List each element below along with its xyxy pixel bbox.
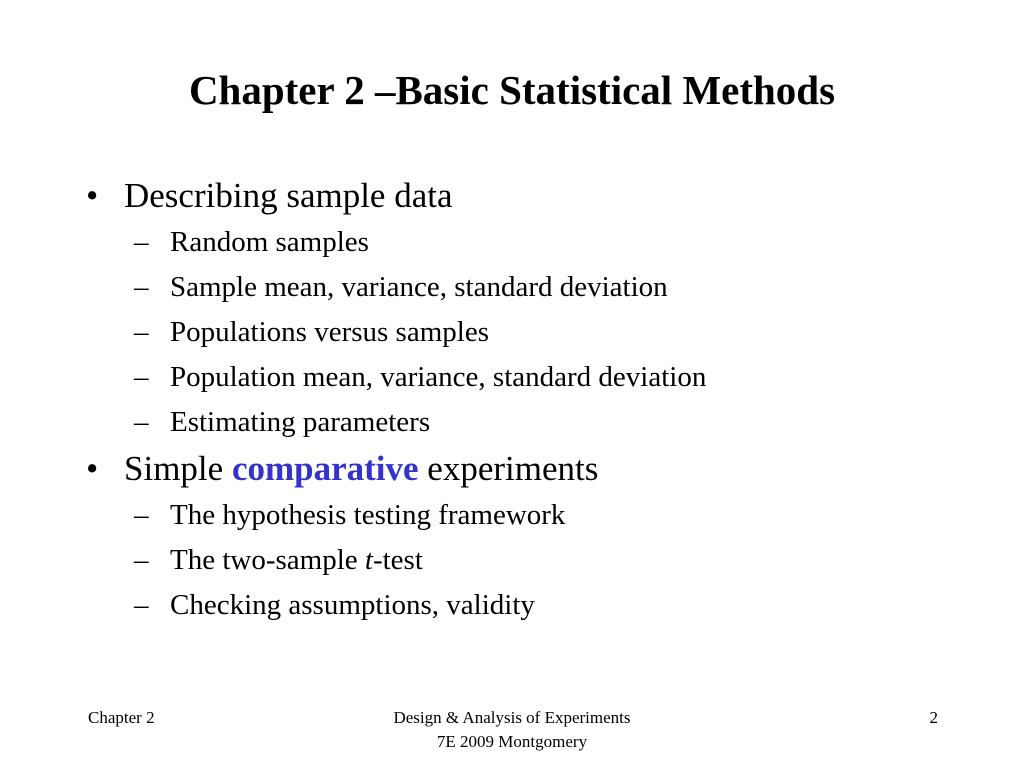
sub-item-text: Sample mean, variance, standard deviation [170,271,668,303]
dash-marker: – [134,544,149,576]
sub-item-random-samples [84,220,984,265]
dash-marker: – [134,316,149,348]
italic-t: t [364,544,373,576]
sub-item-text: Populations versus samples [170,316,489,348]
sub-item-population-mean [84,355,984,400]
sub-item-estimating-parameters [84,400,984,445]
bullet-text-before: Simple [124,449,232,488]
slide-content [84,172,984,628]
sub-item-sample-mean [84,265,984,310]
dash-marker: – [134,271,149,303]
sub-item-populations-vs-samples [84,310,984,355]
bullet-text: Describing sample data [124,176,453,215]
sub-item-text: Estimating parameters [170,406,431,438]
dash-marker: – [134,406,149,438]
page-number: 2 [929,708,938,727]
footer-book-title: Design & Analysis of Experiments [393,708,631,727]
footer-book-edition: 7E 2009 Montgomery [436,732,588,751]
sub-item-text: Random samples [170,226,369,258]
bullet-describing-sample-data [84,172,984,220]
sub-item-text: Population mean, variance, standard deviation [170,361,707,393]
sub-list-describing [84,220,984,445]
sub-item-two-sample-t-test [84,538,984,583]
highlighted-term: comparative [231,449,419,488]
bullet-simple-comparative-experiments [84,445,984,493]
sub-list-comparative [84,493,984,628]
bullet-text-after: experiments [418,449,599,488]
sub-item-text: The hypothesis testing framework [170,499,566,531]
bullet-marker: • [86,176,99,215]
footer-book-info [312,706,712,754]
sub-item-text: Checking assumptions, validity [170,589,535,621]
bullet-marker: • [86,449,99,488]
footer-chapter: Chapter 2 [88,708,155,727]
sub-item-hypothesis-testing [84,493,984,538]
dash-marker: – [134,226,149,258]
sub-item-text-before: The two-sample [170,544,365,576]
sub-item-text-after: -test [372,544,423,576]
slide-title: Chapter 2 –Basic Statistical Methods [188,67,836,113]
dash-marker: – [134,499,149,531]
dash-marker: – [134,589,149,621]
sub-item-checking-assumptions [84,583,984,628]
dash-marker: – [134,361,149,393]
